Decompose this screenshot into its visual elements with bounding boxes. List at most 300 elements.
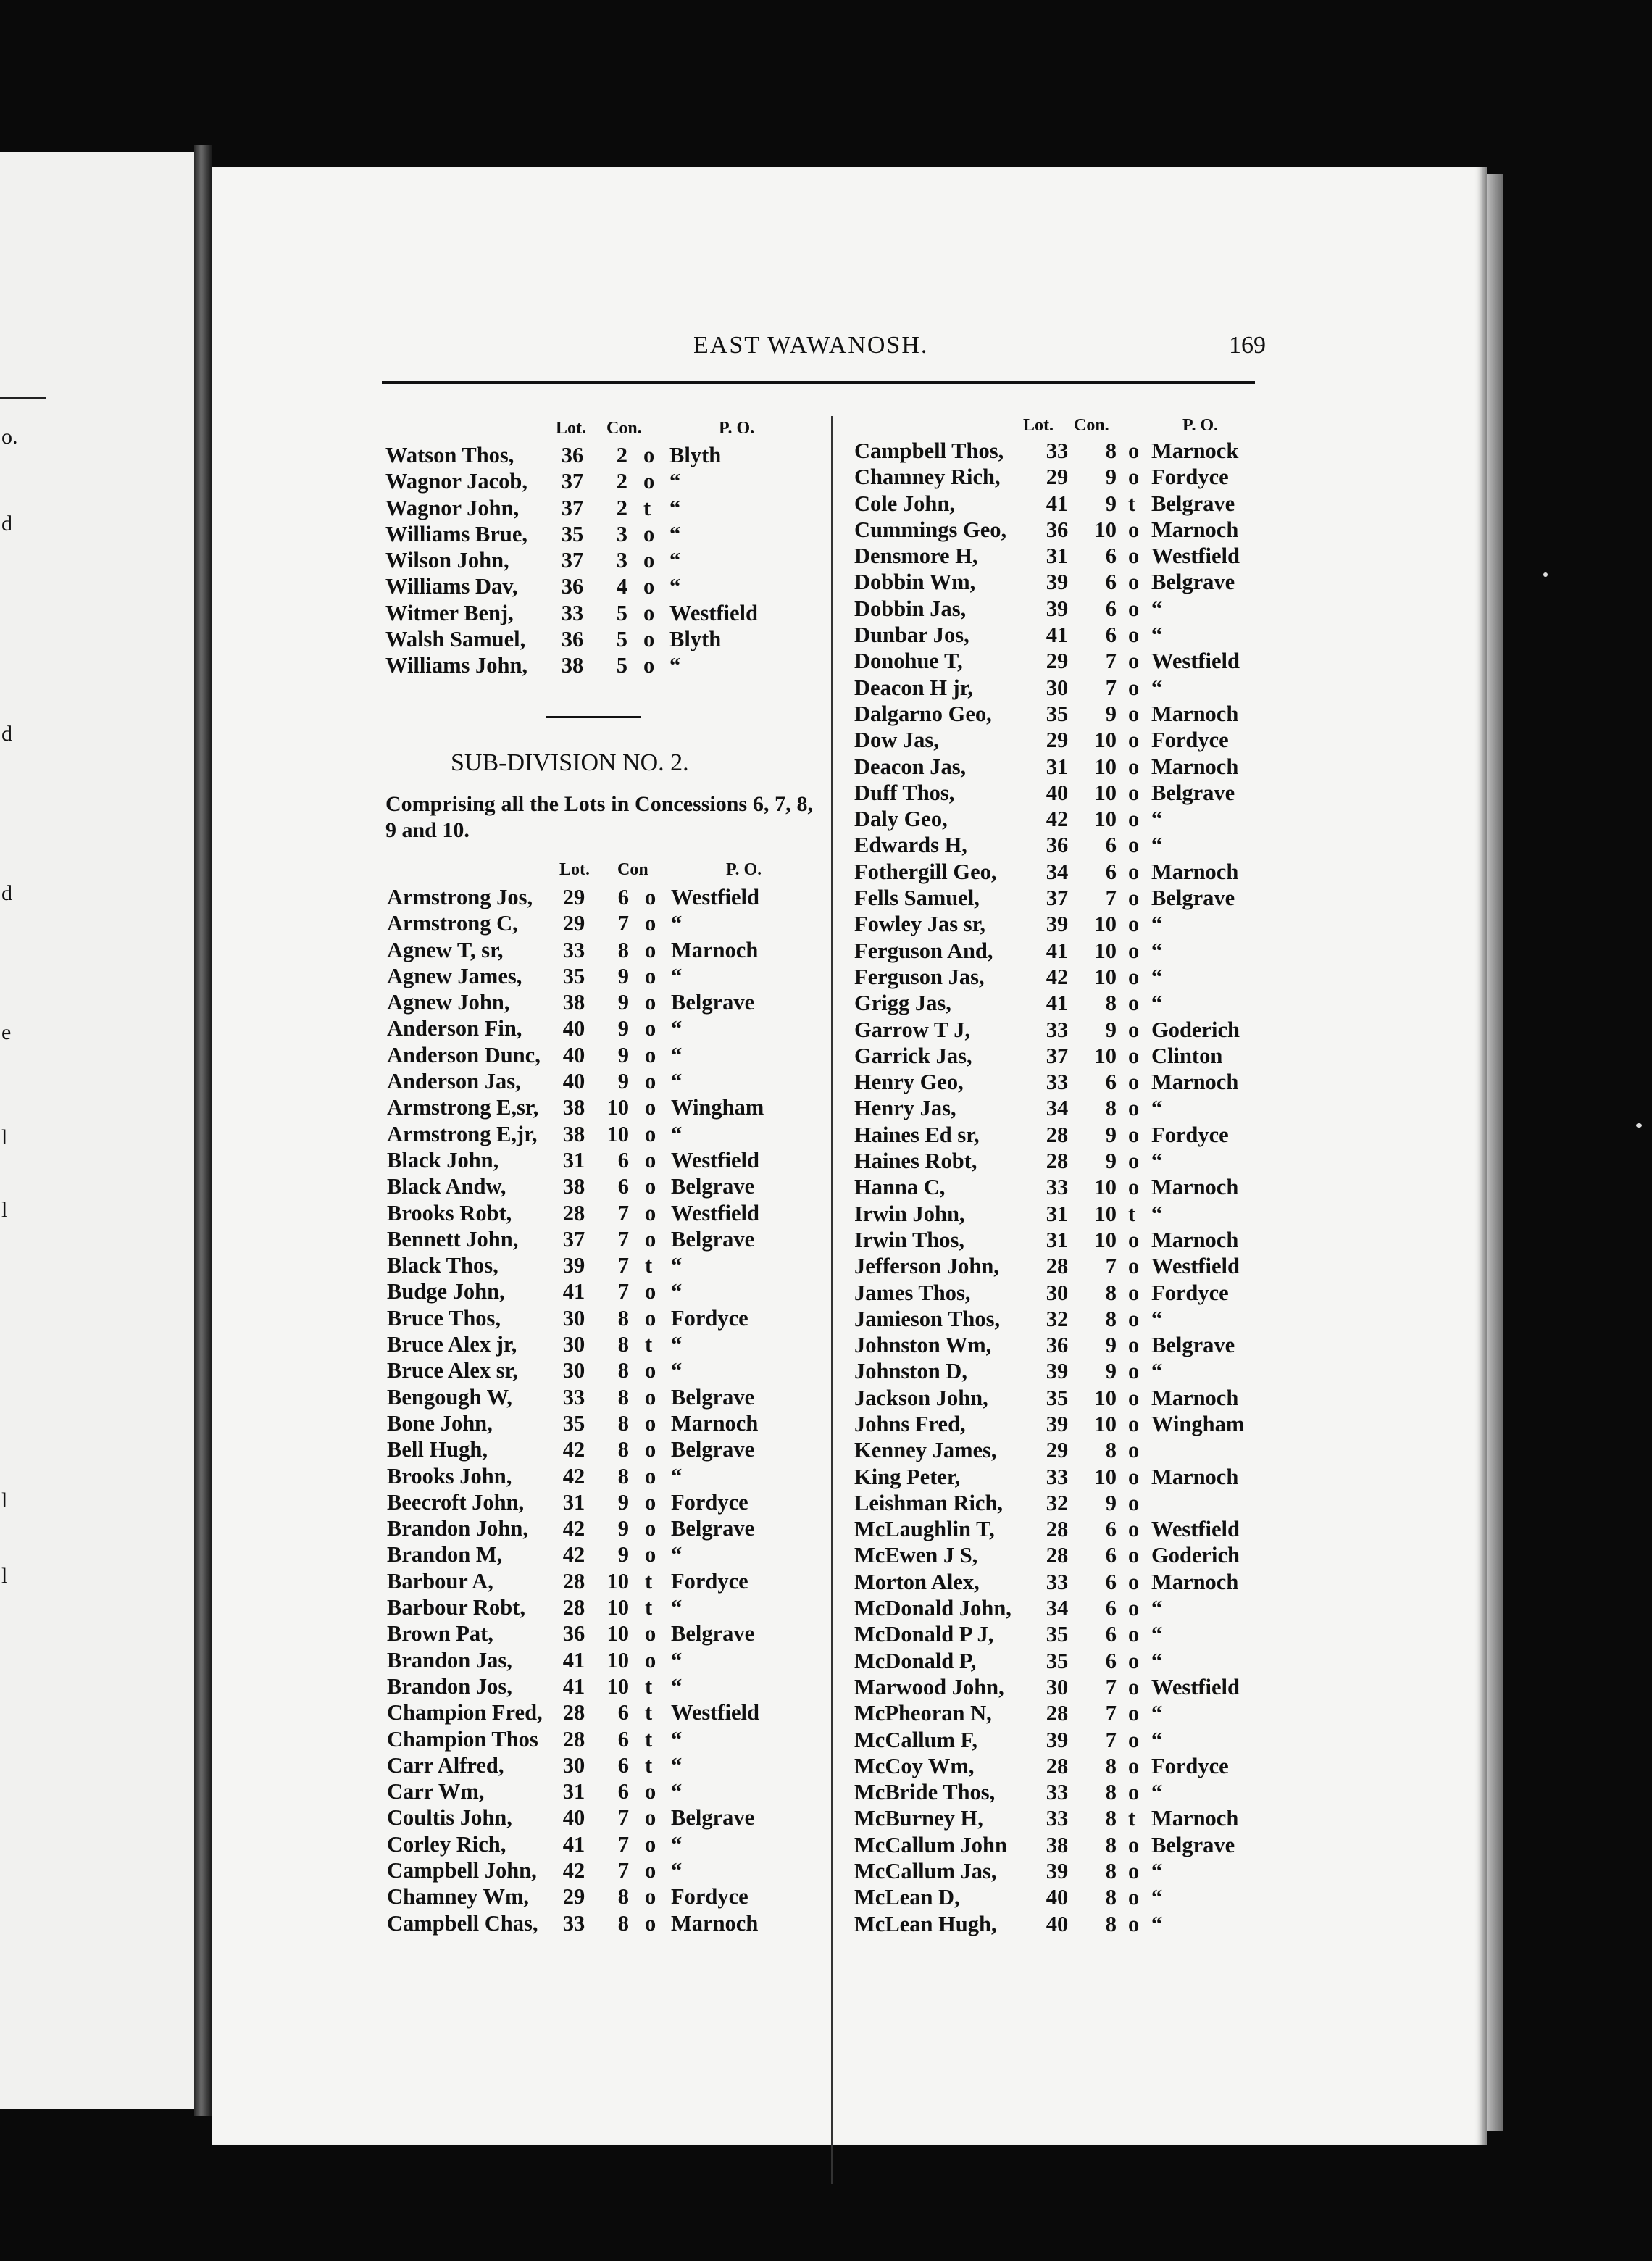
entry-name: Densmore H, xyxy=(854,544,978,569)
entry-concession: 6 xyxy=(1105,859,1117,884)
entry-post-office: Westfield xyxy=(1151,1254,1240,1279)
entry-name: Dobbin Wm, xyxy=(854,570,976,595)
entry-concession: 8 xyxy=(1105,1859,1117,1884)
directory-entry xyxy=(854,1358,1289,1384)
entry-name: Wagnor John, xyxy=(385,495,520,520)
directory-entry xyxy=(387,1857,822,1883)
directory-entry xyxy=(385,521,820,547)
entry-lot: 42 xyxy=(1046,807,1069,832)
entry-lot: 29 xyxy=(1046,728,1069,753)
entry-name: Armstrong C, xyxy=(387,911,518,936)
entry-status: o xyxy=(645,1305,656,1331)
entry-status: o xyxy=(1128,1780,1140,1805)
entry-post-office: “ xyxy=(671,1332,683,1357)
facing-page-fragment: l xyxy=(1,1198,8,1222)
entry-concession: 9 xyxy=(1105,1122,1117,1147)
directory-entry xyxy=(854,1095,1289,1121)
subdivision-title: SUB-DIVISION NO. 2. xyxy=(451,749,689,776)
entry-name: Champion Fred, xyxy=(387,1700,543,1725)
entry-lot: 28 xyxy=(1046,1543,1069,1568)
entry-concession: 6 xyxy=(617,1174,629,1199)
entry-lot: 36 xyxy=(1046,1333,1069,1358)
entry-concession: 8 xyxy=(617,1384,629,1410)
entry-lot: 28 xyxy=(562,1700,585,1725)
entry-status: o xyxy=(645,1069,656,1094)
entry-name: Jackson John, xyxy=(854,1385,988,1410)
entry-post-office: “ xyxy=(669,653,681,678)
entry-lot: 32 xyxy=(1046,1306,1069,1331)
entry-concession: 8 xyxy=(1105,1780,1117,1805)
facing-page-edge xyxy=(0,152,194,2109)
entry-concession: 6 xyxy=(1105,1648,1117,1673)
entry-lot: 31 xyxy=(1046,544,1069,569)
directory-entry xyxy=(854,1753,1289,1779)
entry-lot: 36 xyxy=(561,627,584,652)
directory-entry xyxy=(387,1647,822,1673)
entry-name: McLaughlin T, xyxy=(854,1517,995,1542)
entry-concession: 10 xyxy=(1094,1464,1117,1489)
entry-status: o xyxy=(645,1042,656,1067)
entry-status: t xyxy=(645,1568,653,1594)
directory-entry xyxy=(854,1017,1289,1043)
entry-lot: 38 xyxy=(1046,1832,1069,1857)
directory-entry xyxy=(854,1332,1289,1358)
directory-entry xyxy=(854,1122,1289,1148)
entry-lot: 42 xyxy=(1046,964,1069,989)
entry-concession: 8 xyxy=(1105,1306,1117,1331)
entry-lot: 40 xyxy=(562,1042,585,1067)
entry-lot: 42 xyxy=(562,1437,585,1462)
entry-post-office: Belgrave xyxy=(671,1621,755,1646)
entry-name: Williams Dav, xyxy=(385,574,518,599)
entry-post-office: Wingham xyxy=(1151,1411,1245,1436)
entry-name: Dalgarno Geo, xyxy=(854,701,992,726)
entry-post-office: Belgrave xyxy=(1151,1333,1235,1358)
directory-entry xyxy=(854,754,1289,780)
entry-concession: 6 xyxy=(1105,1596,1117,1621)
entry-name: Dobbin Jas, xyxy=(854,596,967,621)
entry-concession: 6 xyxy=(617,885,629,909)
entry-status: t xyxy=(645,1332,653,1357)
entry-lot: 40 xyxy=(1046,1885,1069,1910)
directory-entry xyxy=(854,622,1289,648)
directory-entry xyxy=(854,832,1289,858)
directory-entry xyxy=(854,1069,1289,1095)
entry-name: Campbell Thos, xyxy=(854,438,1004,463)
entry-lot: 38 xyxy=(562,990,585,1015)
entry-status: o xyxy=(1128,1359,1140,1384)
entry-status: o xyxy=(1128,964,1140,989)
directory-entry xyxy=(854,1437,1289,1463)
entry-post-office: Marnoch xyxy=(1151,1385,1239,1410)
entry-post-office: Belgrave xyxy=(671,1174,755,1199)
entry-post-office: “ xyxy=(1151,1648,1163,1673)
col-header-lot: Lot. xyxy=(559,860,590,879)
entry-concession: 8 xyxy=(1105,1885,1117,1910)
entry-lot: 41 xyxy=(1046,491,1069,516)
entry-name: Brandon M, xyxy=(387,1542,503,1567)
entry-concession: 9 xyxy=(617,1516,629,1541)
entry-lot: 33 xyxy=(561,600,584,625)
entry-post-office: “ xyxy=(1151,1622,1163,1647)
entry-status: t xyxy=(645,1726,653,1752)
entry-post-office: Westfield xyxy=(671,885,759,909)
entry-lot: 33 xyxy=(1046,1017,1069,1042)
directory-entry xyxy=(387,1726,822,1752)
entry-name: Fowley Jas sr, xyxy=(854,912,986,937)
entry-post-office: Fordyce xyxy=(671,1305,748,1331)
directory-list-left-bottom xyxy=(387,884,822,1936)
entry-concession: 9 xyxy=(1105,1490,1117,1515)
entry-concession: 7 xyxy=(1105,886,1117,911)
directory-entry xyxy=(854,1700,1289,1726)
entry-lot: 36 xyxy=(1046,517,1069,542)
directory-entry xyxy=(387,1331,822,1357)
directory-entry xyxy=(387,1068,822,1094)
entry-status: o xyxy=(1128,1701,1140,1726)
directory-entry xyxy=(387,1883,822,1910)
directory-entry xyxy=(854,1280,1289,1306)
entry-name: Jamieson Thos, xyxy=(854,1306,1001,1331)
entry-lot: 28 xyxy=(1046,1701,1069,1726)
entry-post-office: “ xyxy=(671,1752,683,1778)
entry-name: Corley Rich, xyxy=(387,1831,506,1857)
entry-name: Agnew James, xyxy=(387,963,522,988)
entry-post-office: “ xyxy=(671,1595,683,1620)
entry-status: o xyxy=(1128,1122,1140,1147)
entry-status: o xyxy=(645,1147,656,1173)
entry-name: McLean D, xyxy=(854,1885,960,1910)
entry-lot: 41 xyxy=(1046,991,1069,1016)
directory-entry xyxy=(854,727,1289,753)
directory-entry xyxy=(387,1699,822,1725)
entry-post-office: Blyth xyxy=(669,627,722,652)
directory-entry xyxy=(387,884,822,910)
entry-status: o xyxy=(1128,517,1140,542)
entry-post-office: Blyth xyxy=(669,443,722,467)
entry-post-office: Marnoch xyxy=(1151,754,1239,779)
directory-entry xyxy=(385,573,820,599)
entry-lot: 29 xyxy=(1046,465,1069,490)
entry-lot: 32 xyxy=(1046,1490,1069,1515)
col-header-lot: Lot. xyxy=(1023,416,1054,435)
entry-status: o xyxy=(645,1279,656,1304)
directory-entry xyxy=(387,1620,822,1646)
entry-concession: 2 xyxy=(616,469,627,494)
entry-post-office: “ xyxy=(1151,912,1163,937)
directory-entry xyxy=(387,1357,822,1383)
entry-lot: 33 xyxy=(562,1384,585,1410)
entry-post-office: Marnoch xyxy=(671,1910,759,1936)
entry-concession: 8 xyxy=(1105,991,1117,1016)
entry-concession: 10 xyxy=(1094,1043,1117,1068)
entry-name: Williams John, xyxy=(385,653,528,678)
entry-name: Wagnor Jacob, xyxy=(385,469,528,494)
directory-entry xyxy=(387,937,822,963)
directory-entry xyxy=(854,990,1289,1016)
entry-status: o xyxy=(1128,1149,1140,1174)
col-header-lot: Lot. xyxy=(556,419,586,438)
entry-status: o xyxy=(1128,1543,1140,1568)
entry-lot: 39 xyxy=(1046,912,1069,937)
entry-lot: 31 xyxy=(562,1489,585,1515)
entry-lot: 28 xyxy=(562,1595,585,1620)
entry-lot: 28 xyxy=(562,1568,585,1594)
entry-post-office: Marnoch xyxy=(1151,1464,1239,1489)
directory-entry xyxy=(385,547,820,573)
entry-concession: 10 xyxy=(606,1568,629,1594)
entry-lot: 35 xyxy=(1046,701,1069,726)
entry-post-office: Marnoch xyxy=(1151,1806,1239,1831)
entry-post-office: Belgrave xyxy=(1151,491,1235,516)
directory-entry xyxy=(387,1489,822,1515)
entry-post-office: “ xyxy=(1151,1727,1163,1752)
entry-post-office: Marnoch xyxy=(1151,859,1239,884)
entry-name: Brandon Jos, xyxy=(387,1673,512,1699)
directory-entry xyxy=(385,495,820,521)
entry-lot: 35 xyxy=(1046,1622,1069,1647)
entry-post-office: Marnoch xyxy=(671,1410,759,1436)
entry-lot: 30 xyxy=(1046,1674,1069,1699)
directory-entry xyxy=(854,1542,1289,1568)
entry-lot: 35 xyxy=(562,963,585,988)
entry-name: Witmer Benj, xyxy=(385,600,514,625)
entry-name: Irwin John, xyxy=(854,1201,965,1226)
entry-concession: 9 xyxy=(617,963,629,988)
entry-concession: 8 xyxy=(617,1437,629,1462)
entry-status: o xyxy=(1128,1280,1140,1305)
entry-lot: 29 xyxy=(562,1884,585,1910)
entry-post-office: Belgrave xyxy=(671,990,755,1015)
entry-lot: 28 xyxy=(1046,1122,1069,1147)
entry-status: t xyxy=(645,1700,653,1725)
entry-concession: 7 xyxy=(617,911,629,936)
entry-lot: 33 xyxy=(1046,1175,1069,1200)
directory-entry xyxy=(387,1778,822,1804)
entry-post-office: Fordyce xyxy=(671,1489,748,1515)
entry-concession: 9 xyxy=(617,1042,629,1067)
entry-post-office: “ xyxy=(669,574,681,599)
entry-concession: 7 xyxy=(1105,1727,1117,1752)
entry-concession: 6 xyxy=(1105,622,1117,648)
entry-name: Agnew John, xyxy=(387,990,510,1015)
directory-entry xyxy=(854,806,1289,832)
entry-status: o xyxy=(1128,1622,1140,1647)
entry-post-office: Marnoch xyxy=(1151,701,1239,726)
entry-post-office: “ xyxy=(1151,1306,1163,1331)
entry-name: Barbour A, xyxy=(387,1568,493,1594)
entry-lot: 33 xyxy=(1046,438,1069,463)
entry-concession: 6 xyxy=(1105,1543,1117,1568)
section-divider xyxy=(546,716,641,718)
page-number: 169 xyxy=(1229,332,1266,359)
entry-name: Donohue T, xyxy=(854,649,963,674)
entry-lot: 40 xyxy=(1046,780,1069,805)
facing-page-fragment: e xyxy=(1,1020,12,1044)
entry-lot: 33 xyxy=(1046,1806,1069,1831)
directory-entry xyxy=(387,989,822,1015)
entry-status: o xyxy=(1128,1333,1140,1358)
entry-status: t xyxy=(645,1253,653,1278)
entry-concession: 8 xyxy=(1105,438,1117,463)
entry-lot: 40 xyxy=(1046,1911,1069,1936)
entry-lot: 40 xyxy=(562,1069,585,1094)
entry-concession: 10 xyxy=(1094,1175,1117,1200)
entry-concession: 9 xyxy=(617,990,629,1015)
entry-lot: 31 xyxy=(1046,1201,1069,1226)
entry-status: o xyxy=(645,1910,656,1936)
entry-concession: 10 xyxy=(1094,780,1117,805)
entry-status: o xyxy=(1128,1753,1140,1778)
entry-status: o xyxy=(1128,728,1140,753)
entry-status: o xyxy=(645,1621,656,1646)
entry-status: o xyxy=(1128,1254,1140,1279)
entry-concession: 7 xyxy=(617,1831,629,1857)
entry-name: Campbell John, xyxy=(387,1857,537,1883)
entry-status: o xyxy=(1128,622,1140,648)
entry-name: Agnew T, sr, xyxy=(387,937,504,962)
entry-post-office: “ xyxy=(1151,938,1163,963)
directory-entry xyxy=(854,1727,1289,1753)
entry-lot: 34 xyxy=(1046,859,1069,884)
entry-post-office: Marnock xyxy=(1151,438,1239,463)
entry-name: McCallum F, xyxy=(854,1727,977,1752)
directory-entry xyxy=(385,468,820,494)
directory-entry xyxy=(387,1094,822,1120)
page-title: EAST WAWANOSH. xyxy=(693,332,929,359)
entry-status: o xyxy=(1128,701,1140,726)
entry-name: Brooks Robt, xyxy=(387,1200,512,1225)
directory-entry xyxy=(854,1174,1289,1200)
entry-post-office: Westfield xyxy=(669,600,758,625)
entry-post-office: “ xyxy=(1151,1859,1163,1884)
entry-name: Duff Thos, xyxy=(854,780,955,805)
entry-concession: 10 xyxy=(1094,1385,1117,1410)
entry-name: Brown Pat, xyxy=(387,1621,493,1646)
entry-name: McDonald P J, xyxy=(854,1622,994,1647)
col-header-con: Con. xyxy=(1074,416,1109,435)
header-rule xyxy=(382,381,1255,384)
entry-concession: 5 xyxy=(616,627,627,652)
entry-post-office: Westfield xyxy=(671,1200,759,1225)
directory-entry xyxy=(387,963,822,989)
facing-page-fragment: l xyxy=(1,1125,8,1149)
scan-speck xyxy=(1543,572,1548,577)
entry-concession: 7 xyxy=(1105,1254,1117,1279)
entry-lot: 33 xyxy=(1046,1780,1069,1805)
directory-entry xyxy=(854,543,1289,569)
entry-concession: 8 xyxy=(617,1332,629,1357)
entry-status: o xyxy=(645,1358,656,1383)
entry-lot: 30 xyxy=(562,1358,585,1383)
entry-post-office: Westfield xyxy=(1151,544,1240,569)
entry-lot: 41 xyxy=(562,1279,585,1304)
entry-post-office: “ xyxy=(671,1253,683,1278)
scan-speck xyxy=(1636,1123,1642,1128)
entry-concession: 8 xyxy=(1105,1911,1117,1936)
entry-lot: 29 xyxy=(562,911,585,936)
entry-concession: 10 xyxy=(1094,1227,1117,1252)
entry-lot: 39 xyxy=(1046,596,1069,621)
entry-post-office: Westfield xyxy=(1151,1674,1240,1699)
directory-entry xyxy=(854,780,1289,806)
directory-entry xyxy=(385,600,820,626)
entry-post-office: Belgrave xyxy=(1151,1832,1235,1857)
entry-status: o xyxy=(1128,596,1140,621)
entry-name: Daly Geo, xyxy=(854,807,948,832)
directory-entry xyxy=(385,626,820,652)
entry-status: o xyxy=(1128,1464,1140,1489)
entry-status: o xyxy=(1128,570,1140,595)
entry-concession: 9 xyxy=(1105,1333,1117,1358)
entry-concession: 7 xyxy=(1105,1674,1117,1699)
entry-post-office: Westfield xyxy=(671,1700,759,1725)
directory-entry xyxy=(387,1305,822,1331)
entry-name: Watson Thos, xyxy=(385,443,514,467)
entry-name: Brandon John, xyxy=(387,1516,528,1541)
entry-post-office: Fordyce xyxy=(671,1884,748,1910)
entry-concession: 10 xyxy=(606,1095,629,1120)
facing-page-fragment: d xyxy=(1,722,12,746)
entry-status: o xyxy=(645,911,656,936)
entry-status: t xyxy=(645,1752,653,1778)
entry-status: o xyxy=(645,1516,656,1541)
entry-concession: 9 xyxy=(1105,701,1117,726)
entry-status: o xyxy=(1128,1648,1140,1673)
directory-entry xyxy=(854,1674,1289,1700)
entry-concession: 8 xyxy=(617,1463,629,1488)
entry-name: Anderson Jas, xyxy=(387,1069,521,1094)
entry-concession: 8 xyxy=(1105,1806,1117,1831)
directory-entry xyxy=(854,1779,1289,1805)
directory-entry xyxy=(387,1042,822,1068)
entry-name: Wilson John, xyxy=(385,548,509,573)
directory-entry xyxy=(854,1490,1289,1516)
col-header-con: Con. xyxy=(606,419,642,438)
entry-status: o xyxy=(645,1805,656,1831)
directory-entry xyxy=(854,1595,1289,1621)
entry-lot: 29 xyxy=(1046,649,1069,674)
entry-post-office: Westfield xyxy=(1151,649,1240,674)
entry-name: Morton Alex, xyxy=(854,1569,980,1594)
entry-name: Bruce Alex sr, xyxy=(387,1358,519,1383)
entry-name: Bell Hugh, xyxy=(387,1437,488,1462)
directory-entry xyxy=(854,1569,1289,1595)
entry-lot: 31 xyxy=(562,1147,585,1173)
entry-name: Coultis John, xyxy=(387,1805,512,1831)
entry-name: McCoy Wm, xyxy=(854,1753,975,1778)
entry-name: Marwood John, xyxy=(854,1674,1004,1699)
entry-name: Garrow T J, xyxy=(854,1017,971,1042)
running-header xyxy=(212,332,1487,364)
entry-name: Brooks John, xyxy=(387,1463,512,1488)
directory-entry xyxy=(387,910,822,936)
entry-lot: 41 xyxy=(562,1831,585,1857)
entry-lot: 38 xyxy=(562,1095,585,1120)
entry-status: o xyxy=(1128,465,1140,490)
entry-status: o xyxy=(1128,1411,1140,1436)
entry-status: t xyxy=(1128,491,1136,516)
directory-entry xyxy=(387,1252,822,1278)
entry-post-office: “ xyxy=(671,911,683,936)
entry-status: o xyxy=(1128,1517,1140,1542)
col-header-po: P. O. xyxy=(1182,416,1219,435)
facing-page-fragment: l xyxy=(1,1488,8,1512)
entry-concession: 5 xyxy=(616,600,627,625)
entry-name: Hanna C, xyxy=(854,1175,946,1200)
entry-name: Chamney Wm, xyxy=(387,1884,530,1910)
directory-entry xyxy=(854,438,1289,464)
